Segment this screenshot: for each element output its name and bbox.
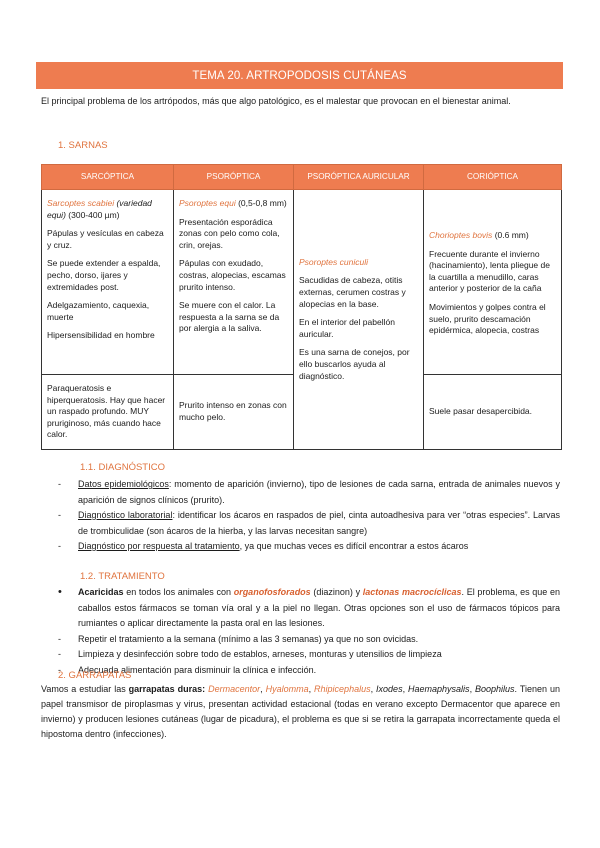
species-size: (300-400 µm) xyxy=(68,209,120,220)
sarnas-table xyxy=(41,164,562,450)
para-text: , xyxy=(308,684,315,694)
para-text: , xyxy=(402,684,409,694)
genus-name: Hyalomma xyxy=(265,684,309,694)
para-text: Vamos a estudiar las xyxy=(41,684,129,694)
species-sarcoptes: Sarcoptes scabiei xyxy=(47,198,115,208)
tratamiento-list xyxy=(58,585,560,678)
cell-text: Presentación esporádica zonas con pelo como cola, crin, orejas. xyxy=(179,216,280,250)
species-size: (0.6 mm) xyxy=(494,230,529,240)
species-size: (0,5-0,8 mm) xyxy=(238,198,287,208)
cell-text: Hipersensibilidad en hombre xyxy=(47,330,155,341)
list-item: - Adecuada alimentación para disminuir la clínica e infección. xyxy=(58,663,560,679)
section-heading-tratamiento: 1.2. TRATAMIENTO xyxy=(80,571,165,582)
cell-text: Pápulas y vesículas en cabeza y cruz. xyxy=(47,228,164,250)
species-chorioptes: Chorioptes bovis xyxy=(429,230,493,240)
list-item xyxy=(58,477,560,508)
section-heading-diagnostico: 1.1. DIAGNÓSTICO xyxy=(80,462,165,473)
drug-name: lactonas macrocíclicas xyxy=(362,587,462,597)
species-psoroptes-cuniculi: Psoroptes cuniculi xyxy=(299,256,368,267)
item-text: (diazinon) y xyxy=(310,587,363,597)
item-label: Diagnóstico por respuesta al tratamiento xyxy=(78,541,240,551)
garrapatas-paragraph xyxy=(41,682,560,742)
list-item: - Limpieza y desinfección sobre todo de establos, arneses, monturas y utensilios de limpieza xyxy=(58,647,560,663)
list-item xyxy=(58,585,560,632)
header-sarcoptica: SARCÓPTICA xyxy=(42,165,174,190)
item-text: en todos los animales con xyxy=(123,587,234,597)
table-header-row xyxy=(42,165,562,190)
cell-auricular xyxy=(294,190,424,450)
genus-name: Boophilus xyxy=(475,684,515,694)
cell-text: Es una sarna de conejos, por ello buscarlos ayuda al diagnóstico. xyxy=(299,347,410,381)
diagnostico-list xyxy=(58,477,560,555)
genus-name: Haemaphysalis xyxy=(408,684,470,694)
para-text: , xyxy=(469,684,476,694)
item-text: , ya que muchas veces es difícil encontrar a estos ácaros xyxy=(239,541,469,551)
list-item: - Repetir el tratamiento a la semana (mínimo a las 3 semanas) ya que no son ovicidas. xyxy=(58,632,560,648)
species-note: (variedad equi) xyxy=(47,198,152,220)
para-text: . Tienen un papel transmisor de piroplasmas y virus, presentan actividad estacional (todas en verano excepto Dermacentor que aparece en invierno) y producen lesiones cutáneas (lugar de picadura), el problema es que si se retira la garrapata incorrectamente queda el hipostoma dentro (infecciones). xyxy=(41,684,560,739)
item-label: Datos epidemiológicos xyxy=(78,479,169,489)
header-psoroptica: PSORÓPTICA xyxy=(174,165,294,190)
cell-text: Adelgazamiento, caquexia, muerte xyxy=(47,300,150,322)
genus-name: Dermacentor xyxy=(208,684,261,694)
header-psoroptica-auricular: PSORÓPTICA AURICULAR xyxy=(294,165,424,190)
drug-name: organofosforados xyxy=(233,587,311,597)
item-text: . El problema, es que en caballos estos fármacos se toman vía oral y a la piel no llegan. Otras opciones son el uso de fármacos tópicos para rumiantes o aplicar directamente la pasta oral en las lesiones. xyxy=(78,587,560,628)
cell-text: Sacudidas de cabeza, otitis externas, cerumen costras y alopecias en la base. xyxy=(299,275,406,309)
cell-corioptica-main xyxy=(424,190,562,375)
list-item xyxy=(58,508,560,539)
item-text: : identificar los ácaros en raspados de piel, cinta autoadhesiva para ver “otras especies”. Larvas de trombiculidae (son ácaros de la hierba, y las larvas necesitan sangre) xyxy=(78,510,560,536)
header-corioptica: CORIÓPTICA xyxy=(424,165,562,190)
para-text: , xyxy=(370,684,377,694)
para-bold: garrapatas duras: xyxy=(128,684,206,694)
cell-psoroptica-main xyxy=(174,190,294,375)
cell-corioptica-bottom: Suele pasar desapercibida. xyxy=(424,375,562,450)
item-label: Acaricidas xyxy=(78,587,124,597)
section-heading-sarnas: 1. SARNAS xyxy=(58,140,108,151)
cell-psoroptica-bottom: Prurito intenso en zonas con mucho pelo. xyxy=(174,375,294,450)
item-label: Diagnóstico laboratorial xyxy=(78,510,173,520)
list-item xyxy=(58,539,560,555)
cell-text: Se puede extender a espalda, pecho, dorso, ijares y extremidades post. xyxy=(47,258,161,292)
para-text: , xyxy=(260,684,266,694)
cell-text: Frecuente durante el invierno (hacinamiento), lenta pliegue de la cuartilla a menudillo, caras anterior y posterior de la caña xyxy=(429,248,550,294)
intro-paragraph: El principal problema de los artrópodos, más que algo patológico, es el malestar que provocan en el bienestar animal. xyxy=(41,96,511,106)
genus-name: Rhipicephalus xyxy=(314,684,371,694)
item-text: : momento de aparición (invierno), tipo de lesiones de cada sarna, entrada de animales nuevos y aparición de signos clínicos (prurito). xyxy=(78,479,560,505)
cell-text: En el interior del pabellón auricular. xyxy=(299,317,395,339)
cell-text: Pápulas con exudado, costras, alopecias, escamas prurito intenso. xyxy=(179,258,286,292)
table-row xyxy=(42,190,562,375)
section-heading-garrapatas: 2. GARRAPATAS xyxy=(58,670,132,681)
cell-text: Se muere con el calor. La respuesta a la sarna se da por alergia a la saliva. xyxy=(179,300,280,334)
page-title: TEMA 20. ARTROPODOSIS CUTÁNEAS xyxy=(36,62,563,89)
cell-sarcoptica-main xyxy=(42,190,174,375)
cell-text: Movimientos y golpes contra el suelo, prurito descamación epidérmica, alopecia, costras xyxy=(429,301,546,336)
genus-name: Ixodes xyxy=(376,684,403,694)
cell-sarcoptica-bottom: Paraqueratosis e hiperqueratosis. Hay que hacer un raspado profundo. MUY pruriginoso, más cuando hace calor. xyxy=(42,375,174,450)
species-psoroptes-equi: Psoroptes equi xyxy=(179,198,236,208)
